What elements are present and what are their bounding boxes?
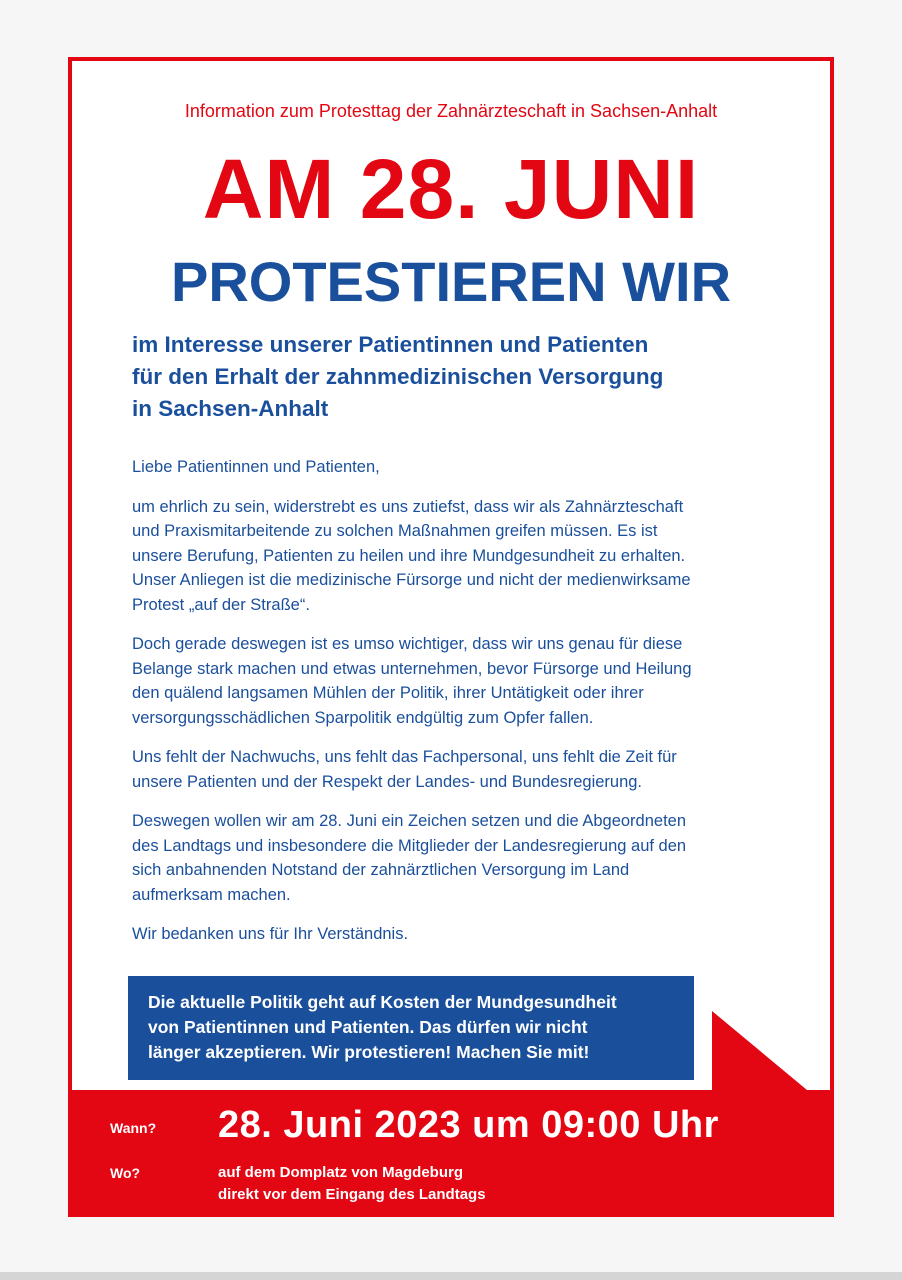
event-location [218,1162,486,1206]
closing: Wir bedanken uns für Ihr Verständnis. [132,925,409,943]
location-line: direkt vor dem Eingang des Landtags [218,1186,486,1203]
greeting: Liebe Patientinnen und Patienten, [132,458,380,476]
headline-date: AM 28. JUNI [202,142,700,236]
callout-line: Die aktuelle Politik geht auf Kosten der Mundgesundheit [148,992,617,1012]
info-line: Information zum Protesttag der Zahnärzteschaft in Sachsen-Anhalt [184,101,718,121]
bottom-strip [0,1272,902,1280]
subheadline [132,329,802,425]
paragraph: um ehrlich zu sein, widerstrebt es uns zutiefst, dass wir als Zahnärzteschaft und Praxismitarbeitende zu solchen Maßnahmen greifen müssen. Es ist unsere Berufung, Patienten zu heilen und ihre Mundgesundheit zu erhalten. Unser Anliegen ist die medizinische Fürsorge und nicht der medienwirksame Protest „auf der Straße“. [132,497,691,614]
callout-box [128,976,694,1080]
subheadline-line: in Sachsen-Anhalt [132,396,329,421]
where-label: Wo? [110,1165,141,1181]
subheadline-line: für den Erhalt der zahnmedizinischen Versorgung [132,364,664,389]
callout-line: von Patientinnen und Patienten. Das dürfen wir nicht [148,1017,588,1037]
paragraph: Doch gerade deswegen ist es umso wichtiger, dass wir uns genau für diese Belange stark machen und etwas unternehmen, bevor Fürsorge und Heilung den quälend langsamen Mühlen der Politik, ihrer Untätigkeit oder ihrer versorgungsschädlichen Sparpolitik endgültig zum Opfer fallen. [132,635,692,727]
letter-body [132,455,812,962]
event-date-time: 28. Juni 2023 um 09:00 Uhr [218,1104,719,1146]
when-label: Wann? [110,1120,157,1136]
paragraph: Deswegen wollen wir am 28. Juni ein Zeichen setzen und die Abgeordneten des Landtags und insbesondere die Mitglieder der Landesregierung auf den sich anbahnenden Notstand der zahnärztlichen Versorgung im Land aufmerksam machen. [132,812,687,904]
subheadline-line: im Interesse unserer Patientinnen und Patienten [132,332,649,357]
protest-poster [68,57,834,1217]
callout-line: länger akzeptieren. Wir protestieren! Machen Sie mit! [148,1042,590,1062]
location-line: auf dem Domplatz von Magdeburg [218,1164,464,1181]
paragraph: Uns fehlt der Nachwuchs, uns fehlt das Fachpersonal, uns fehlt die Zeit für unsere Patienten und der Respekt der Landes- und Bundesregierung. [132,748,677,791]
event-footer [72,1090,830,1217]
headline-action: PROTESTIEREN WIR [170,250,732,313]
